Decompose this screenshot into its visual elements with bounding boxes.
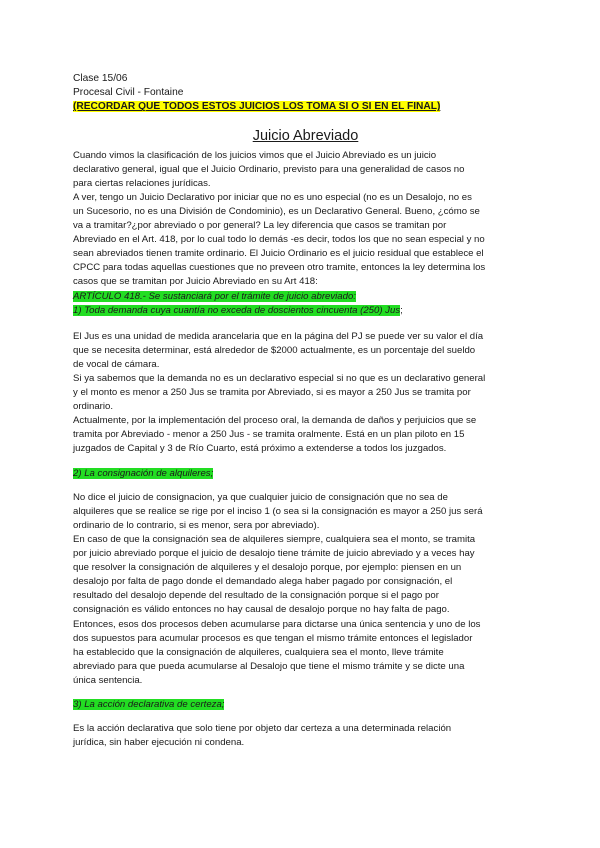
inciso-1-end: ; bbox=[400, 304, 403, 316]
intro-line: Cuando vimos la clasificación de los juicios vimos que el Juicio Abreviado es un juicio bbox=[73, 149, 437, 161]
jus-line: y el monto es menor a 250 Jus se tramita por Abreviado, si es mayor a 250 Jus se tramita por bbox=[73, 387, 471, 399]
consignacion-line: Entonces, esos dos procesos deben acumularse para dictarse una única sentencia y uno de los bbox=[73, 618, 481, 630]
course-name: Procesal Civil - Fontaine bbox=[73, 87, 184, 99]
exam-reminder: (RECORDAR QUE TODOS ESTOS JUICIOS LOS TOMA SI O SI EN EL FINAL) bbox=[73, 101, 441, 113]
intro-paragraph bbox=[73, 149, 538, 290]
inciso-1: 1) Toda demanda cuya cuantía no exceda de doscientos cincuenta (250) Jus bbox=[73, 304, 401, 316]
intro-line: Abreviado en el Art. 418, por lo cual todo lo demás -es decir, todos los que no sean especial y no bbox=[73, 234, 485, 246]
jus-line: Actualmente, por la implementación del proceso oral, la demanda de daños y perjuicios que se bbox=[73, 415, 477, 427]
jus-line: El Jus es una unidad de medida arancelaria que en la página del PJ se puede ver su valor el día bbox=[73, 330, 484, 342]
document-page bbox=[73, 72, 538, 750]
intro-line: casos que se tramitan por Juicio Abreviado en su Art 418: bbox=[73, 276, 318, 288]
certeza-line: Es la acción declarativa que solo tiene por objeto dar certeza a una determinada relación bbox=[73, 723, 452, 735]
consignacion-line: desalojo por falta de pago donde el demandado alega haber pagado por consignación, el bbox=[73, 576, 453, 588]
jus-line: tramita por Abreviado - menor a 250 Jus - se tramita oralmente. Está en un plan piloto en 15 bbox=[73, 429, 465, 441]
consignacion-line: única sentencia. bbox=[73, 674, 143, 686]
consignacion-line: por juicio abreviado porque el juicio de desalojo tiene trámite de juicio abreviado y a veces hay bbox=[73, 548, 475, 560]
consignacion-line: consignación es válido entonces no hay causal de desalojo porque no hay falta de pago. bbox=[73, 604, 450, 616]
article-418-heading: ARTÍCULO 418.- Se sustanciará por el trámite de juicio abreviado: bbox=[73, 290, 356, 302]
consignacion-line: que resolver la consignación de alquileres y el desalojo porque, por ejemplo: piensen en un bbox=[73, 562, 462, 574]
certeza-line: jurídica, sin haber ejecución ni condena. bbox=[73, 737, 245, 749]
intro-line: va a tramitar?¿por abreviado o por general? La ley diferencia que casos se tramitan por bbox=[73, 220, 447, 232]
consignacion-line: No dice el juicio de consignacion, ya que cualquier juicio de consignación que no sea de bbox=[73, 491, 448, 503]
intro-line: declarativo general, igual que el Juicio Ordinario, previsto para una generalidad de casos no bbox=[73, 163, 465, 175]
intro-line: sean abreviados tienen tramite ordinario. El Juicio Ordinario es el juicio residual que establece el bbox=[73, 248, 484, 260]
certeza-paragraph bbox=[73, 722, 538, 750]
consignacion-line: alquileres que se realice se rige por el inciso 1 (o sea si la consignación es mayor a 250 jus será bbox=[73, 505, 483, 517]
jus-line: juzgados de Capital y 3 de Río Cuarto, está próximo a extenderse a todos los juzgados. bbox=[73, 443, 447, 455]
jus-line: de vocal de cámara. bbox=[73, 358, 160, 370]
page-title: Juicio Abreviado bbox=[252, 127, 359, 144]
jus-paragraph bbox=[73, 330, 538, 457]
consignacion-line: ha establecido que la consignación de alquileres, cualquiera sea el monto, lleve trámite bbox=[73, 646, 444, 658]
consignacion-paragraph bbox=[73, 491, 538, 688]
consignacion-line: En caso de que la consignación sea de alquileres siempre, cualquiera sea el monto, se tramita bbox=[73, 533, 476, 545]
jus-line: Si ya sabemos que la demanda no es un declarativo especial si no que es un declarativo general bbox=[73, 373, 486, 385]
inciso-3: 3) La acción declarativa de certeza; bbox=[73, 698, 225, 710]
jus-line: ordinario. bbox=[73, 401, 113, 413]
intro-line: A ver, tengo un Juicio Declarativo por iniciar que no es uno especial (no es un Desalojo, no es bbox=[73, 191, 472, 203]
consignacion-line: abreviado para que pueda acumularse al Desalojo que tiene el mismo trámite y se dicte una bbox=[73, 660, 465, 672]
intro-line: un Sucesorio, no es una División de Condominio), es un Declarativo General. Bueno, ¿cómo se bbox=[73, 205, 480, 217]
consignacion-line: dos supuestos para acumular procesos es que tengan el mismo trámite entonces el legislador bbox=[73, 632, 473, 644]
intro-line: CPCC para todas aquellas cuestiones que no preveen otro tramite, entonces la ley determina los bbox=[73, 262, 486, 274]
intro-line: para ciertas relaciones jurídicas. bbox=[73, 177, 211, 189]
consignacion-line: ordinario de lo contrario, si es menor, sera por abreviado). bbox=[73, 519, 320, 531]
inciso-2: 2) La consignación de alquileres; bbox=[73, 467, 214, 479]
jus-line: que se necesita determinar, está alrededor de $2000 actualmente, es un porcentaje del sueldo bbox=[73, 344, 476, 356]
class-date: Clase 15/06 bbox=[73, 73, 128, 84]
consignacion-line: resultado del desalojo depende del resultado de la consignación porque si el pago por bbox=[73, 590, 439, 602]
